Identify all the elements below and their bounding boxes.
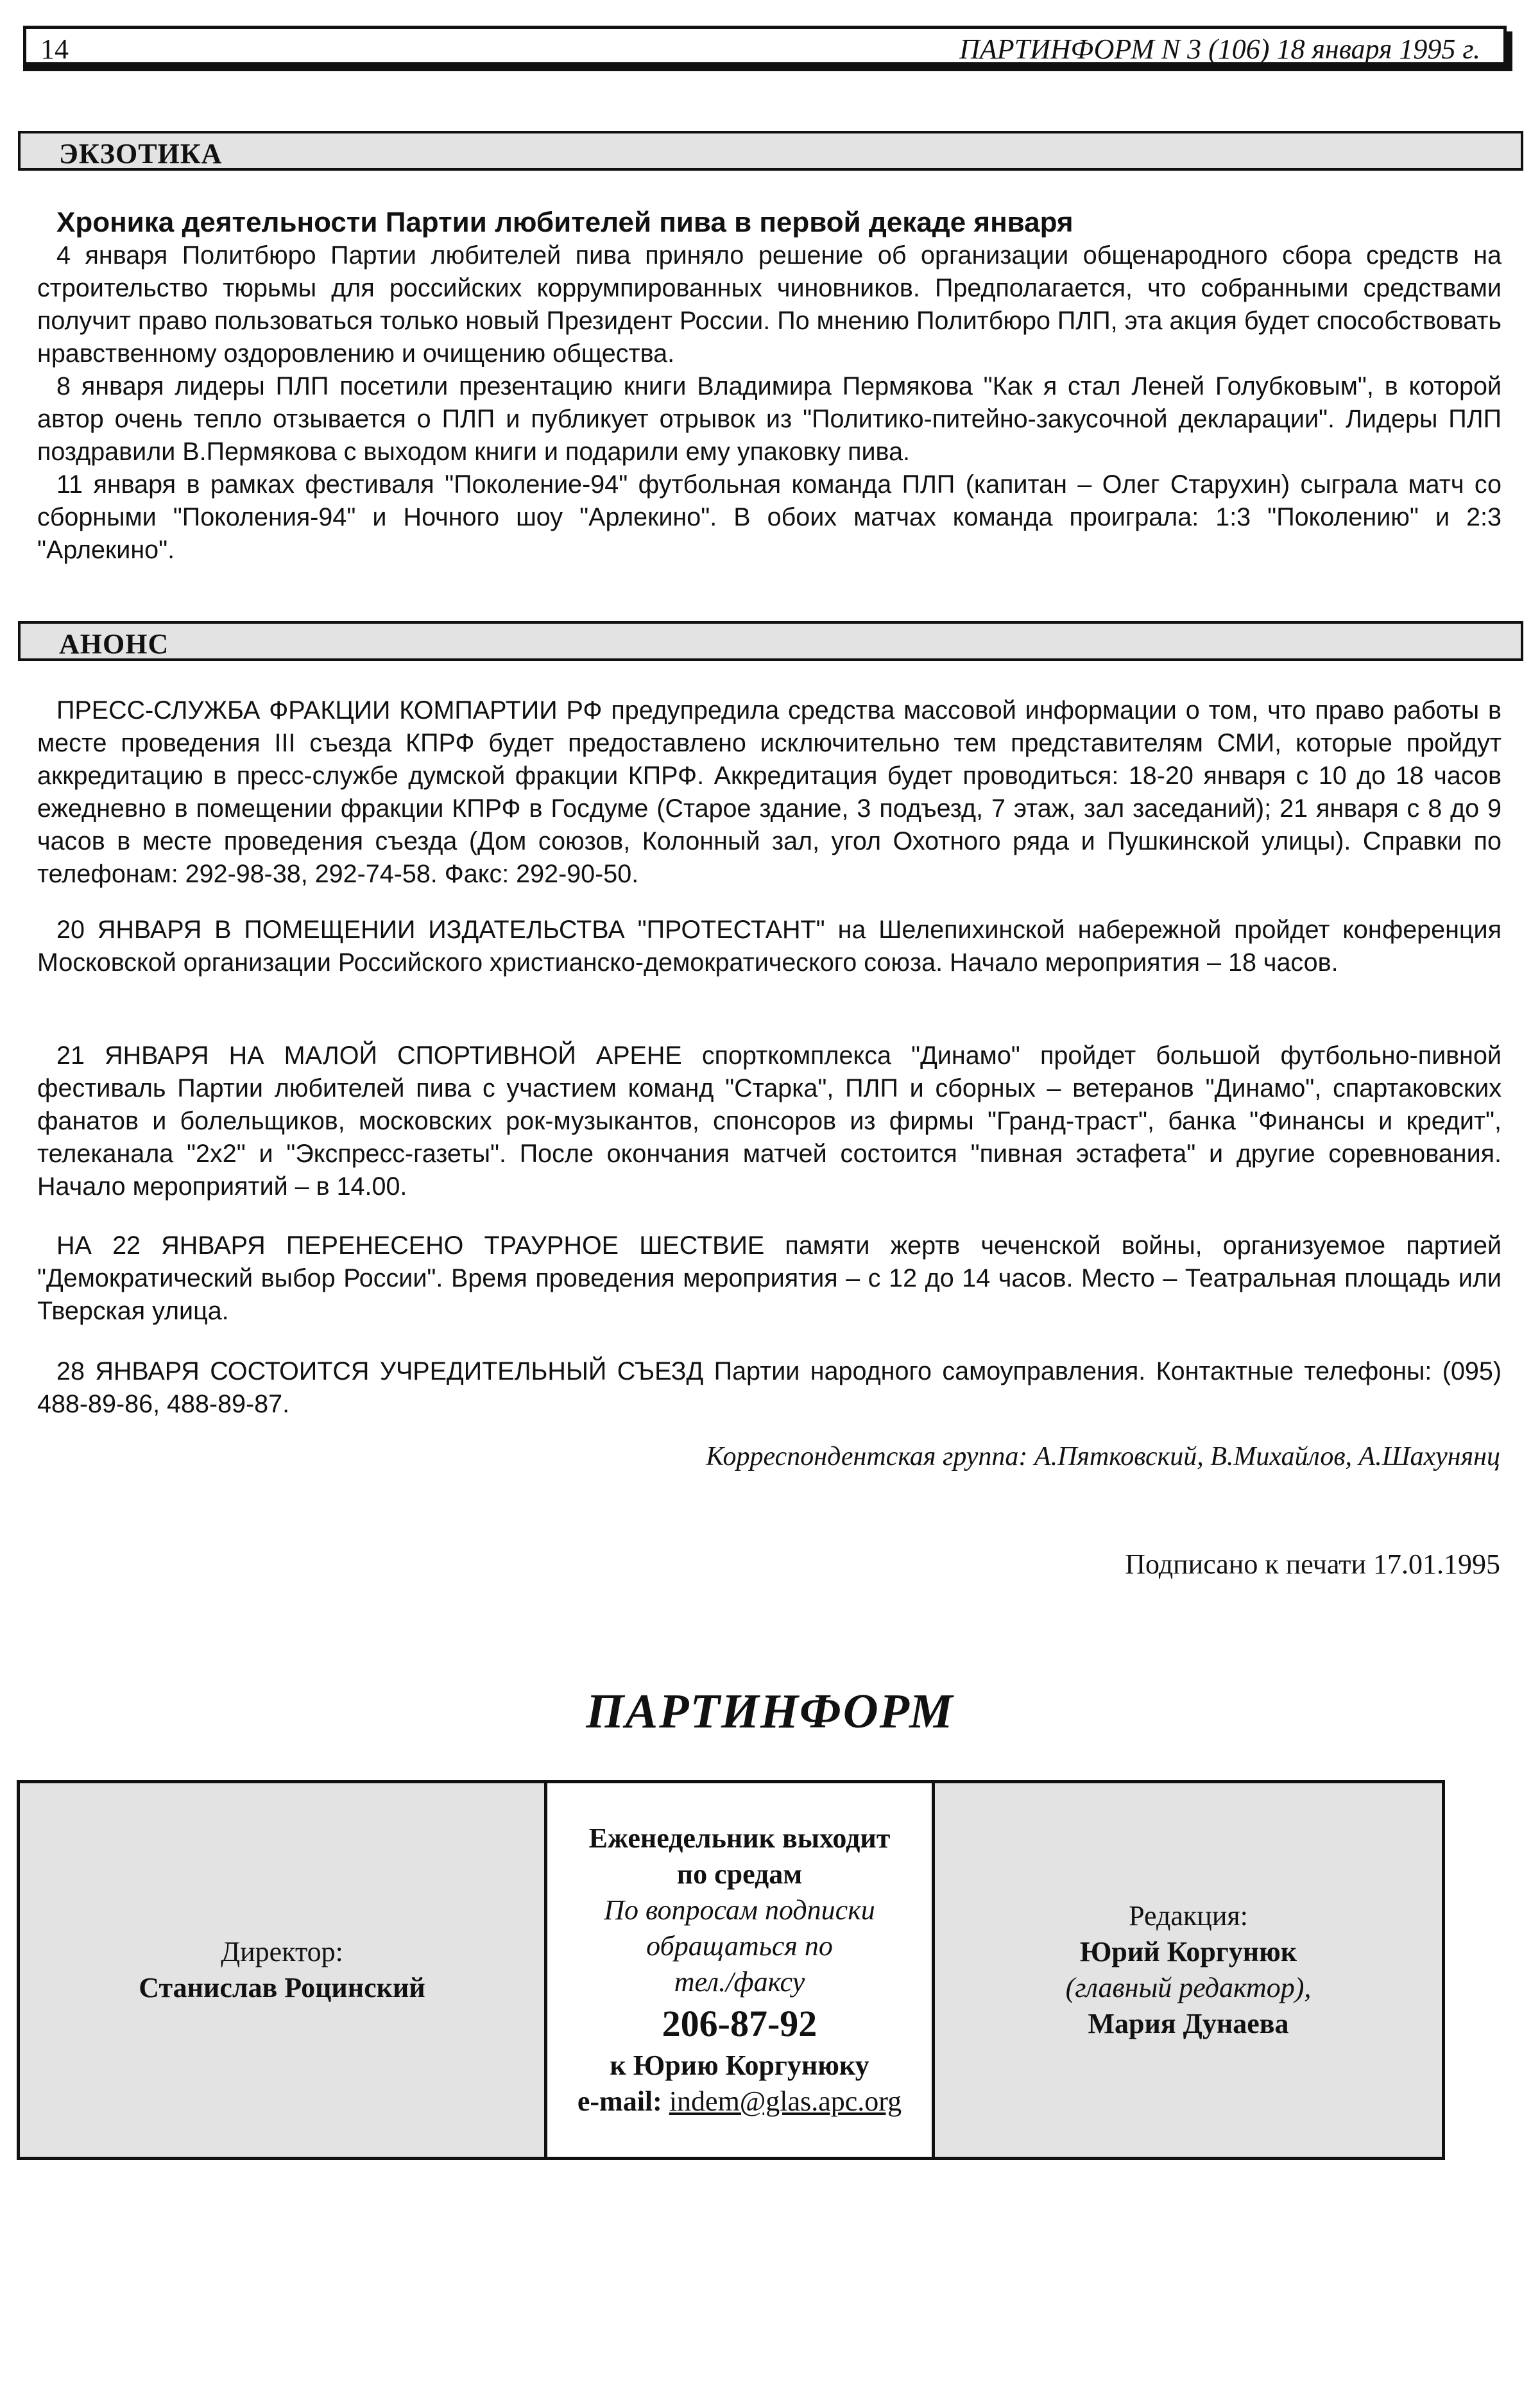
page-header bbox=[23, 26, 1507, 65]
page-number: 14 bbox=[40, 33, 69, 65]
issue-line: ПАРТИНФОРМ N 3 (106) 18 января 1995 г. bbox=[959, 33, 1480, 65]
announce-paragraph-3: 21 ЯНВАРЯ НА МАЛОЙ СПОРТИВНОЙ АРЕНЕ спорткомплекса "Динамо" пройдет большой футбольно-пивной фестиваль Партии любителей пива с участием команд "Старка", ПЛП и сборных – ветеранов "Динамо", спартаковских фанатов и болельщиков, московских рок-музыкантов, спонсоров из фирмы "Гранд-траст", банка "Финансы и кредит", телеканала "2х2" и "Экспресс-газеты". После окончания матчей состоится "пивная эстафета" и другие соревнования. Начало мероприятий – в 14.00. bbox=[37, 1041, 1502, 1201]
exotic-paragraph-1: 4 января Политбюро Партии любителей пива приняло решение об организации общенародного сбора средств на строительство тюрьмы для российских коррумпированных чиновников. Предполагается, что собранными средствами получит право пользоваться только новый Президент России. По мнению Политбюро ПЛП, эта акция будет способствовать нравственному оздоровлению и очищению общества. bbox=[37, 241, 1502, 368]
subscribe-line-2: обращаться по bbox=[646, 1930, 833, 1962]
editor-role: (главный редактор), bbox=[1065, 1972, 1312, 2003]
imprint-info-cell bbox=[547, 1783, 935, 2157]
imprint-box bbox=[17, 1780, 1445, 2160]
exotic-paragraph-3: 11 января в рамках фестиваля "Поколение-94" футбольная команда ПЛП (капитан – Олег Старухин) сыграла матч со сборными "Поколения-94" и Ночного шоу "Арлекино". В обоих матчах команда проиграла: 1:3 "Поколению" и 2:3 "Арлекино". bbox=[37, 470, 1502, 564]
announce-paragraph-5: 28 ЯНВАРЯ СОСТОИТСЯ УЧРЕДИТЕЛЬНЫЙ СЪЕЗД Партии народного самоуправления. Контактные телефоны: (095) 488-89-86, 488-89-87. bbox=[37, 1357, 1502, 1418]
subscribe-line-1: По вопросам подписки bbox=[604, 1894, 875, 1926]
announce-paragraph-1: ПРЕСС-СЛУЖБА ФРАКЦИИ КОМПАРТИИ РФ предупредила средства массовой информации о том, что право работы в месте проведения III съезда КПРФ будет предоставлено исключительно тем представителям СМИ, которые пройдут аккредитацию в пресс-службе думской фракции КПРФ. Аккредитация будет проводиться: 18-20 января с 10 до 18 часов ежедневно в помещении фракции КПРФ в Госдуме (Старое здание, 3 подъезд, 7 этаж, зал заседаний); 21 января с 8 до 9 часов в месте проведения съезда (Дом союзов, Колонный зал, угол Охотного ряда и Пушкинской улицы). Справки по телефонам: 292-98-38, 292-74-58. Факс: 292-90-50. bbox=[37, 696, 1502, 888]
masthead-title: ПАРТИНФОРМ bbox=[586, 1684, 954, 1738]
email-label: e-mail: bbox=[577, 2086, 662, 2117]
editorial-label: Редакция: bbox=[1129, 1900, 1248, 1932]
contact-person: к Юрию Коргунюку bbox=[610, 2050, 869, 2081]
announce-paragraph-4: НА 22 ЯНВАРЯ ПЕРЕНЕСЕНО ТРАУРНОЕ ШЕСТВИЕ памяти жертв чеченской войны, организуемое партией "Демократический выбор России". Время проведения мероприятия – с 12 до 14 часов. Место – Театральная площадь или Тверская улица. bbox=[37, 1231, 1502, 1325]
imprint-director-cell bbox=[20, 1783, 547, 2157]
imprint-editorial-cell bbox=[935, 1783, 1442, 2157]
weekly-line-2: по средам bbox=[676, 1858, 803, 1890]
subscribe-line-3: тел./факсу bbox=[674, 1966, 805, 1998]
weekly-line-1: Еженедельник выходит bbox=[588, 1822, 891, 1854]
director-label: Директор: bbox=[221, 1936, 343, 1967]
phone-number: 206-87-92 bbox=[662, 2003, 817, 2044]
announce-paragraph-2: 20 ЯНВАРЯ В ПОМЕЩЕНИИ ИЗДАТЕЛЬСТВА "ПРОТЕСТАНТ" на Шелепихинской набережной пройдет конференция Московской организации Российского христианско-демократического союза. Начало мероприятия – 18 часов. bbox=[37, 916, 1502, 977]
email-line bbox=[578, 2084, 902, 2120]
section-bar-announce bbox=[18, 621, 1523, 661]
email-link[interactable]: indem@glas.apc.org bbox=[669, 2086, 902, 2117]
section-bar-exotic bbox=[18, 131, 1523, 171]
section-title-announce: АНОНС bbox=[59, 628, 169, 660]
section-title-exotic: ЭКЗОТИКА bbox=[59, 138, 223, 169]
signed-for-print: Подписано к печати 17.01.1995 bbox=[1125, 1548, 1500, 1580]
editor-name: Юрий Коргунюк bbox=[1079, 1936, 1297, 1967]
exotic-paragraph-2: 8 января лидеры ПЛП посетили презентацию книги Владимира Пермякова "Как я стал Леней Голубковым", в которой автор очень тепло отзывается о ПЛП и публикует отрывок из "Политико-питейно-закусочной декларации". Лидеры ПЛП поздравили В.Пермякова с выходом книги и подарили ему упаковку пива. bbox=[37, 372, 1502, 466]
header-shadow-right bbox=[1507, 31, 1512, 71]
editor2-name: Мария Дунаева bbox=[1088, 2008, 1289, 2039]
correspondents-credit: Корреспондентская группа: А.Пятковский, В.Михайлов, А.Шахунянц bbox=[706, 1442, 1500, 1471]
director-name: Станислав Роцинский bbox=[139, 1972, 425, 2003]
article-title: Хроника деятельности Партии любителей пива в первой декаде января bbox=[56, 207, 1074, 238]
header-shadow-bottom bbox=[23, 65, 1512, 71]
